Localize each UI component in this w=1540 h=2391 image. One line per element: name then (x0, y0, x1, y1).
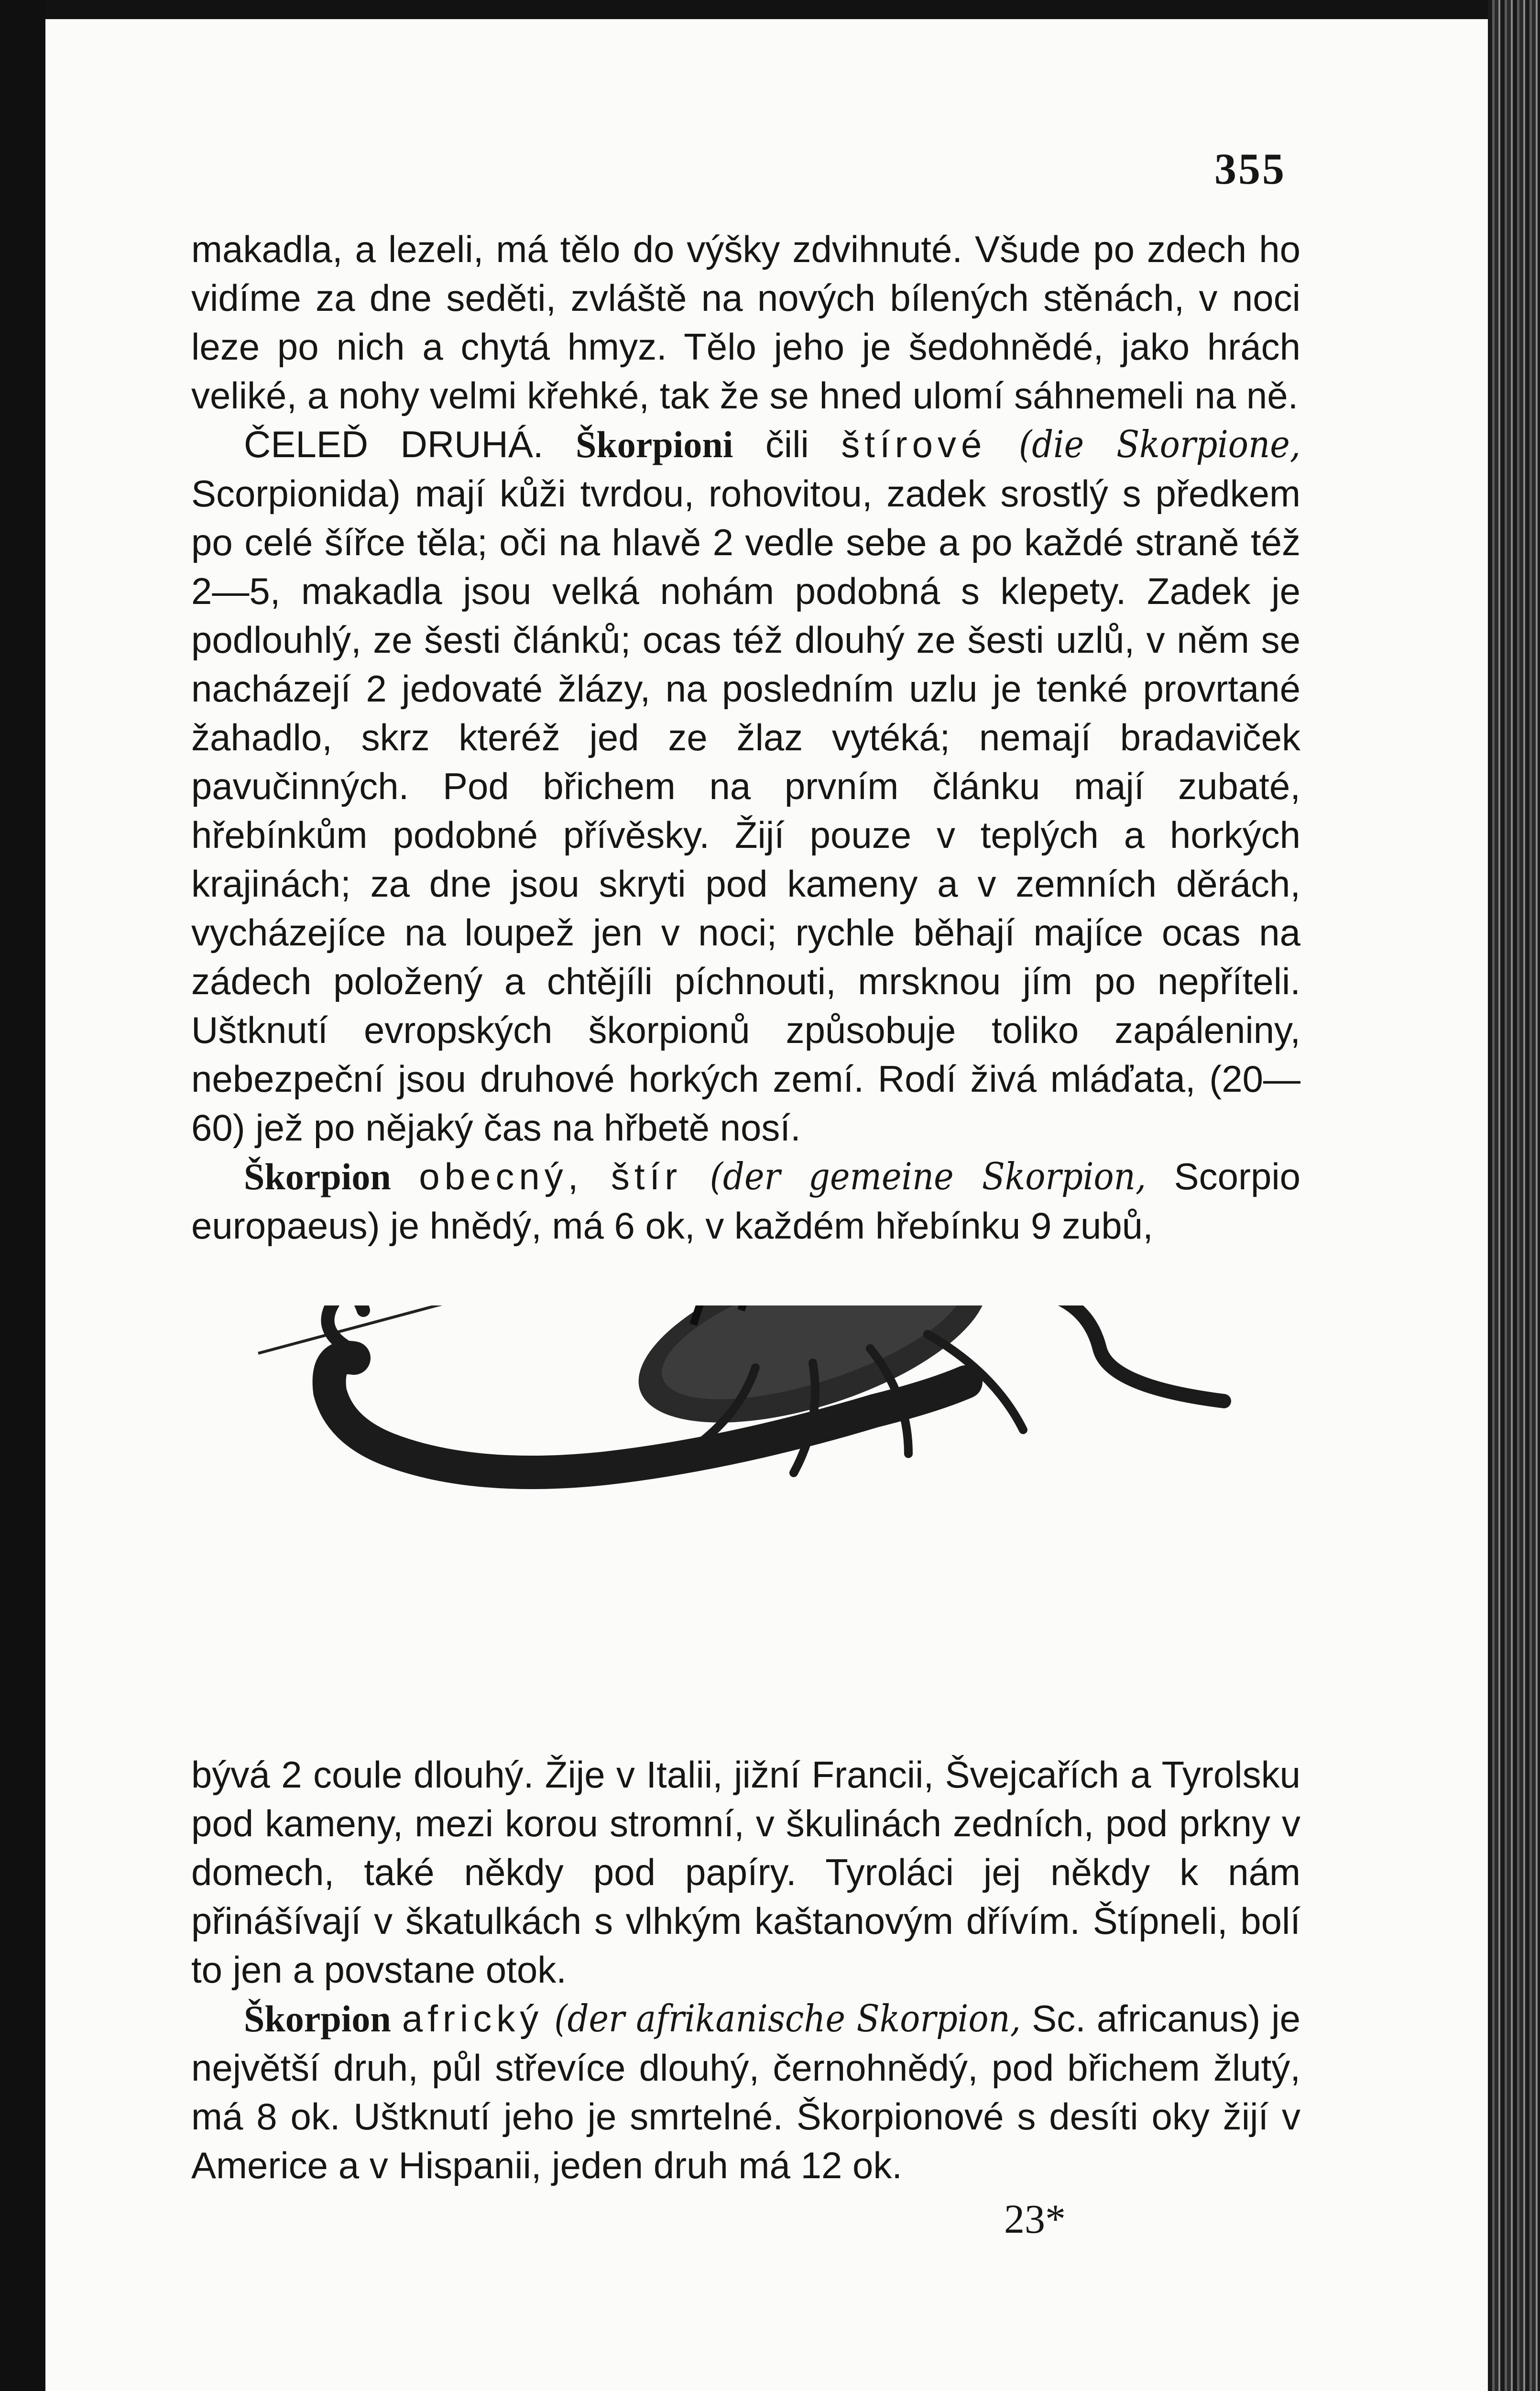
text-block-upper (191, 225, 1300, 1250)
paragraph-skorpion-africky (191, 1994, 1300, 2190)
taxon-name-skorpioni: Škorpioni (575, 424, 733, 465)
german-name-gemeine: (der gemeine Skorpion, (710, 1155, 1147, 1198)
description-europaeus: Scorpio europaeus) je hnědý, má 6 ok, v každém hřebínku 9 zubů, (191, 1155, 1301, 1247)
printer-signature-mark: 23* (1004, 2196, 1066, 2242)
german-name-skorpione: (die Skorpione, (1018, 423, 1301, 466)
scorpion-illustration-icon (249, 1305, 1291, 1736)
description-africanus: Sc. africanus) je největší druh, půl střevíce dlouhý, černohnědý, pod břichem žlutý, má 8 ok. Uštknutí jeho je smrtelné. Škorpionové s desíti oky žijí v Americe a v Hispanii, jeden druh má 12 ok. (191, 1997, 1301, 2186)
paragraph-celed-druha (191, 420, 1300, 1152)
alt-name-stir: štír (611, 1155, 682, 1197)
alt-name-stirove: štírové (841, 423, 987, 465)
species-adj-africky: africký (402, 1997, 544, 2040)
species-adj-obecny: obecný, (419, 1155, 583, 1197)
description-scorpionida: Scorpionida) mají kůži tvrdou, rohovitou, zadek srostlý s předkem po celé šířce těla; oči na hlavě 2 vedle sebe a po každé straně též 2—5, makadla jsou velká nohám podobná s klepety. Zadek je podlouhlý, ze šesti článků; ocas též dlouhý ze šesti uzlů, v něm se nacházejí 2 jedovaté žlázy, na posledním uzlu je tenké provrtané žahadlo, skrz kteréž jed ze žlaz vytéká; nemají bradaviček pavučinných. Pod břichem na prvním článku mají zubaté, hřebínkům podobné přívěsky. Žijí pouze v teplých a horkých krajinách; za dne jsou skryti pod kameny a v zemních děrách, vycházejíce na loupež jen v noci; rychle běhají majíce ocas na zádech položený a chtějíli píchnouti, mrsknou jím po nepříteli. Uštknutí evropských škorpionů způsobuje toliko zapáleniny, nebezpeční jsou druhové horkých zemí. Rodí živá mláďata, (20—60) jež po nějaký čas na hřbetě nosí. (191, 472, 1300, 1149)
paragraph-skorpion-obecny (191, 1152, 1300, 1250)
book-page-edges (1488, 0, 1540, 2391)
german-name-afrikanische: (der afrikanische Skorpion, (554, 1997, 1021, 2040)
scan-top-border (0, 0, 1540, 19)
text-block-lower (191, 1750, 1300, 2190)
page-number: 355 (1214, 144, 1286, 193)
paragraph-byva: bývá 2 coule dlouhý. Žije v Italii, jižní Francii, Švejcařích a Tyrolsku pod kameny, mezi korou stromní, v škulinách zedních, pod prkny v domech, také někdy pod papíry. Tyroláci jej někdy k nám přinášívají v škatulkách s vlhkým kaštanovým dřívím. Štípneli, bolí to jen a povstane otok. (191, 1754, 1300, 1991)
species-name-skorpion-africky: Škorpion (244, 1998, 391, 2040)
species-name-skorpion: Škorpion (244, 1156, 391, 1197)
family-heading: ČELEĎ DRUHÁ. (244, 423, 544, 465)
scan-left-border (0, 0, 45, 2391)
connector-cili: čili (765, 423, 809, 465)
paragraph-makadla: makadla, a lezeli, má tělo do výšky zdvihnuté. Všude po zdech ho vidíme za dne seděti, zvláště na nových bílených stěnách, v noci leze po nich a chytá hmyz. Tělo jeho je šedohnědé, jako hrách veliké, a nohy velmi křehké, tak že se hned ulomí sáhnemeli na ně. (191, 228, 1300, 417)
